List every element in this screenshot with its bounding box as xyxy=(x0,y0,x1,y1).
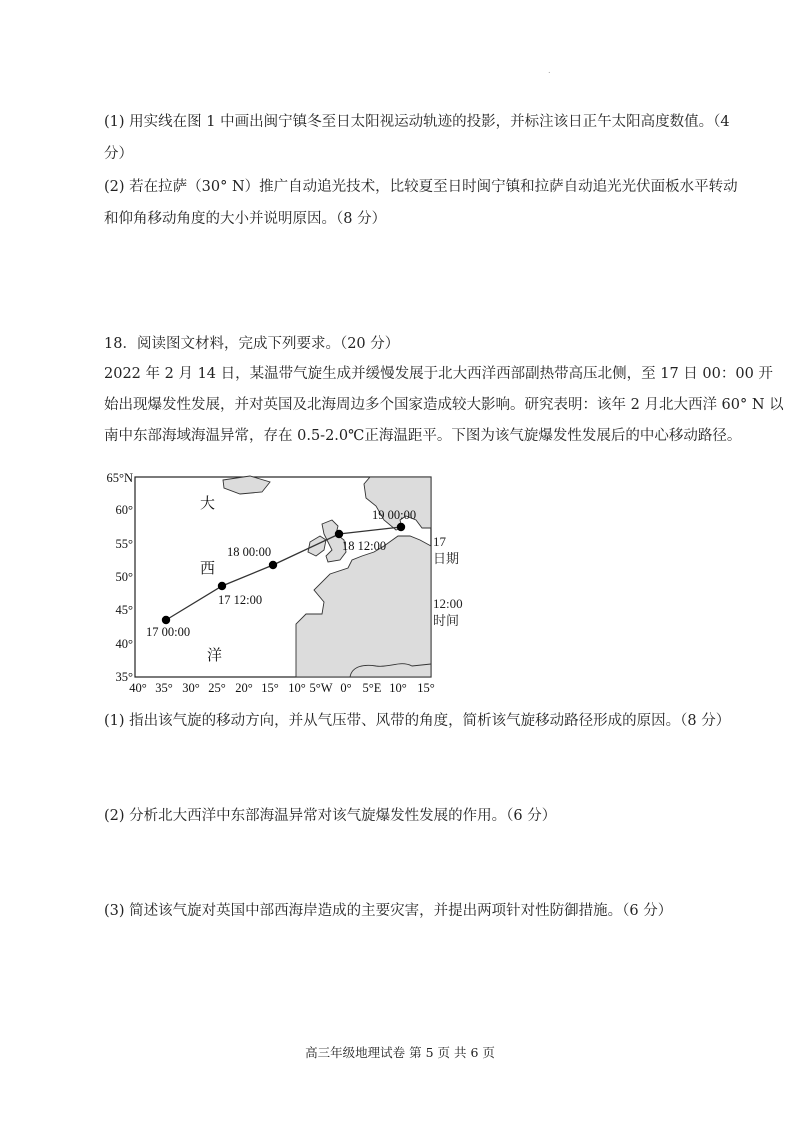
q18-heading: 18．阅读图文材料，完成下列要求。（20 分） xyxy=(104,336,400,352)
map-legend xyxy=(433,533,463,629)
track-point xyxy=(162,616,170,624)
track-point xyxy=(218,582,226,590)
lon-label: 30° xyxy=(182,681,200,695)
lon-label: 0° xyxy=(340,681,352,695)
track-point xyxy=(335,530,343,538)
lon-label: 15° xyxy=(261,681,279,695)
lon-label: 35° xyxy=(155,681,173,695)
lon-label: 5°W xyxy=(309,681,333,695)
lat-label: 35° xyxy=(115,670,133,684)
cyclone-track-map xyxy=(100,470,440,695)
q17-part2-line2: 和仰角移动角度的大小并说明原因。（8 分） xyxy=(104,211,387,227)
q18-sub1: (1) 指出该气旋的移动方向，并从气压带、风带的角度，简析该气旋移动路径形成的原因。（8 分） xyxy=(104,713,731,729)
lat-label: 50° xyxy=(115,570,133,584)
lon-label: 10° xyxy=(288,681,306,695)
q17-part2-line1: (2) 若在拉萨（30° N）推广自动追光技术，比较夏至日时闽宁镇和拉萨自动追光光伏面板水平转动 xyxy=(104,179,738,195)
legend-day-value: 17 xyxy=(433,534,446,549)
legend-time-label: 时间 xyxy=(433,613,460,628)
lat-label: 45° xyxy=(115,603,133,617)
track-point xyxy=(269,561,277,569)
page-mark: . xyxy=(548,66,551,75)
latitude-labels xyxy=(106,471,133,684)
lat-label: 40° xyxy=(115,637,133,651)
lon-label: 5°E xyxy=(362,681,382,695)
ocean-char-3: 洋 xyxy=(207,648,223,664)
longitude-labels xyxy=(129,681,435,695)
q18-sub3: (3) 简述该气旋对英国中部西海岸造成的主要灾害，并提出两项针对性防御措施。（6 分） xyxy=(104,903,673,919)
track-point xyxy=(397,523,405,531)
track-label-4: 18 12:00 xyxy=(342,539,387,553)
lon-label: 40° xyxy=(129,681,147,695)
ocean-char-2: 西 xyxy=(200,561,216,577)
lat-label: 60° xyxy=(115,503,133,517)
q18-sub2: (2) 分析北大西洋中东部海温异常对该气旋爆发性发展的作用。（6 分） xyxy=(104,808,557,824)
track-label-2: 17 12:00 xyxy=(218,593,263,607)
lon-label: 25° xyxy=(208,681,226,695)
track-label-5: 19 00:00 xyxy=(372,508,417,522)
q18-intro-line1: 2022 年 2 月 14 日，某温带气旋生成并缓慢发展于北大西洋西部副热带高压北侧，至 17 日 00：00 开 xyxy=(104,366,773,382)
ocean-char-1: 大 xyxy=(200,496,216,512)
q17-part1-line2: 分） xyxy=(104,146,133,162)
page-footer: 高三年级地理试卷 第 5 页 共 6 页 xyxy=(305,1045,495,1060)
lat-label: 55° xyxy=(115,537,133,551)
track-label-3: 18 00:00 xyxy=(227,545,272,559)
legend-day-label: 日期 xyxy=(433,551,460,566)
q17-part1-line1: (1) 用实线在图 1 中画出闽宁镇冬至日太阳视运动轨迹的投影，并标注该日正午太阳高度数值。（4 xyxy=(104,114,730,130)
q18-intro-line2: 始出现爆发性发展，并对英国及北海周边多个国家造成较大影响。研究表明：该年 2 月北大西洋 60° N 以 xyxy=(104,397,784,413)
lat-label: 65°N xyxy=(106,471,133,485)
lon-label: 20° xyxy=(235,681,253,695)
track-label-1: 17 00:00 xyxy=(146,625,191,639)
lon-label: 10° xyxy=(389,681,407,695)
q18-intro-line3: 南中东部海域海温异常，存在 0.5-2.0℃正海温距平。下图为该气旋爆发性发展后的中心移动路径。 xyxy=(104,428,742,444)
lon-label: 15° xyxy=(417,681,435,695)
legend-time-value: 12:00 xyxy=(433,596,463,611)
